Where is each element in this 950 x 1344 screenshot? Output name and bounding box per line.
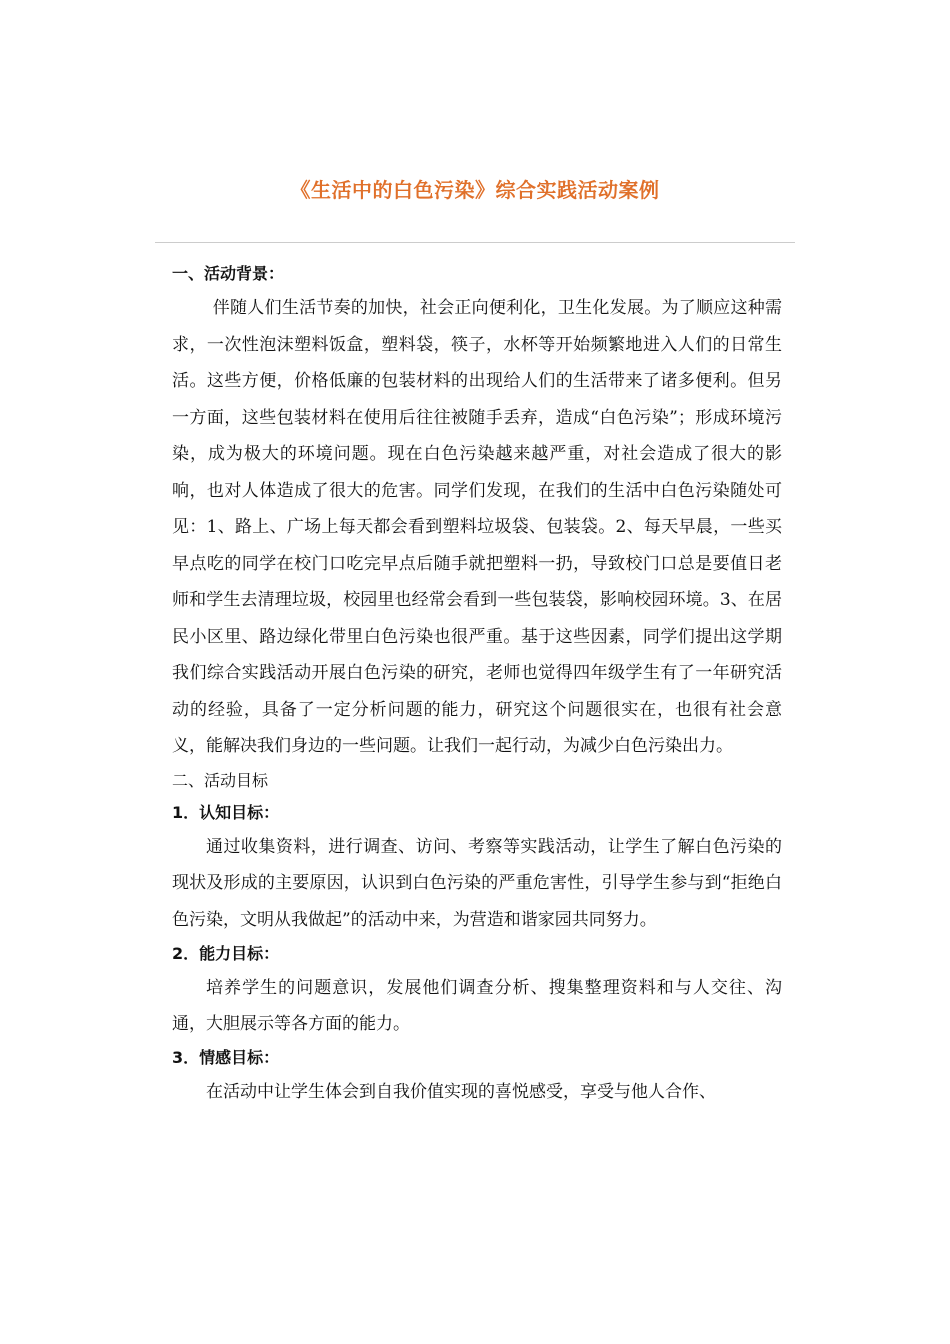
ability-goal-paragraph: 培养学生的问题意识，发展他们调查分析、搜集整理资料和与人交往、沟通，大胆展示等各方面的能力。	[172, 978, 782, 1034]
background-paragraph: 伴随人们生活节奏的加快，社会正向便利化，卫生化发展。为了顺应这种需求，一次性泡沫塑料饭盒，塑料袋，筷子，水杯等开始频繁地进入人们的日常生活。这些方便，价格低廉的包装材料的出现给人们的生活带来了诸多便利。但另一方面，这些包装材料在使用后往往被随手丢弃，造成“白色污染”；形成环境污染，成为极大的环境问题。现在白色污染越来越严重，对社会造成了很大的影响，也对人体造成了很大的危害。同学们发现，在我们的生活中白色污染随处可见：1、路上、广场上每天都会看到塑料垃圾袋、包装袋。2、每天早晨，一些买早点吃的同学在校门口吃完早点后随手就把塑料一扔，导致校门口总是要值日老师和学生去清理垃圾，校园里也经常会看到一些包装袋，影响校园环境。3、在居民小区里、路边绿化带里白色污染也很严重。基于这些因素，同学们提出这学期我们综合实践活动开展白色污染的研究，老师也觉得四年级学生有了一年研究活动的经验，具备了一定分析问题的能力，研究这个问题很实在，也很有社会意义，能解决我们身边的一些问题。让我们一起行动，为减少白色污染出力。	[172, 298, 782, 756]
subheading-cognitive-goal: 1．认知目标：	[172, 802, 280, 822]
title-divider	[155, 242, 795, 243]
section-heading-background: 一、活动背景：	[172, 264, 285, 283]
document-title: 《生活中的白色污染》综合实践活动案例	[290, 178, 660, 202]
subheading-ability-goal: 2．能力目标：	[172, 944, 280, 963]
document-body	[172, 258, 782, 1110]
emotion-goal-paragraph: 在活动中让学生体会到自我价值实现的喜悦感受，享受与他人合作、	[206, 1082, 716, 1102]
section-heading-goals: 二、活动目标	[172, 770, 269, 790]
subheading-emotion-goal: 3．情感目标：	[172, 1048, 280, 1067]
cognitive-goal-paragraph: 通过收集资料，进行调查、访问、考察等实践活动，让学生了解白色污染的现状及形成的主要原因，认识到白色污染的严重危害性，引导学生参与到“拒绝白色污染，文明从我做起”的活动中来，为营造和谐家园共同努力。	[172, 836, 782, 930]
